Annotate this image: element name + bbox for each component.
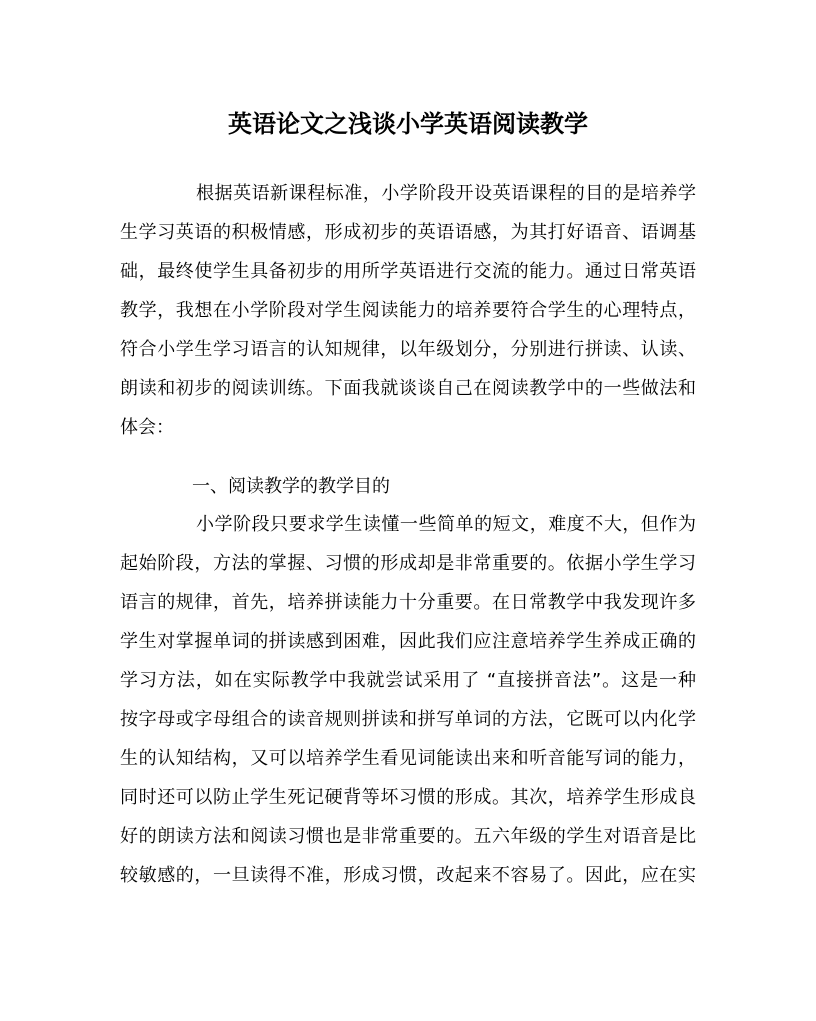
paragraph-2-line-1: 小学阶段只要求学生读懂一些简单的短文，难度不大，但作为 xyxy=(196,514,696,535)
paragraph-2-line-5: 学习方法，如在实际教学中我就尝试采用了 “直接拼音法”。这是一种 xyxy=(120,670,696,691)
paragraph-2-line-8: 同时还可以防止学生死记硬背等坏习惯的形成。其次，培养学生形成良 xyxy=(120,787,696,808)
paragraph-2-line-10: 较敏感的，一旦读得不准，形成习惯，改起来不容易了。因此，应在实 xyxy=(120,865,696,886)
paragraph-2-line-3: 语言的规律，首先，培养拼读能力十分重要。在日常教学中我发现许多 xyxy=(120,592,696,613)
paragraph-1-line-7: 体会： xyxy=(120,417,174,438)
paragraph-1-line-3: 础，最终使学生具备初步的用所学英语进行交流的能力。通过日常英语 xyxy=(120,261,696,282)
paragraph-1-line-5: 符合小学生学习语言的认知规律，以年级划分，分别进行拼读、认读、 xyxy=(120,339,696,360)
paragraph-1-line-1: 根据英语新课程标准，小学阶段开设英语课程的目的是培养学 xyxy=(196,183,696,204)
paragraph-2-line-6: 按字母或字母组合的读音规则拼读和拼写单词的方法，它既可以内化学 xyxy=(120,709,696,730)
paragraph-1-line-2: 生学习英语的积极情感，形成初步的英语语感，为其打好语音、语调基 xyxy=(120,222,696,243)
paragraph-2-line-2: 起始阶段，方法的掌握、习惯的形成却是非常重要的。依据小学生学习 xyxy=(120,553,696,574)
section-1-heading: 一、阅读教学的教学目的 xyxy=(192,476,390,497)
paragraph-2-line-9: 好的朗读方法和阅读习惯也是非常重要的。五六年级的学生对语音是比 xyxy=(120,826,696,847)
paragraph-1-line-6: 朗读和初步的阅读训练。下面我就谈谈自己在阅读教学中的一些做法和 xyxy=(120,378,696,399)
document-title: 英语论文之浅谈小学英语阅读教学 xyxy=(228,109,588,138)
paragraph-2-line-7: 生的认知结构，又可以培养学生看见词能读出来和听音能写词的能力， xyxy=(120,748,696,769)
paragraph-1-line-4: 教学，我想在小学阶段对学生阅读能力的培养要符合学生的心理特点， xyxy=(120,300,696,321)
paragraph-2-line-4: 学生对掌握单词的拼读感到困难，因此我们应注意培养学生养成正确的 xyxy=(120,631,696,652)
